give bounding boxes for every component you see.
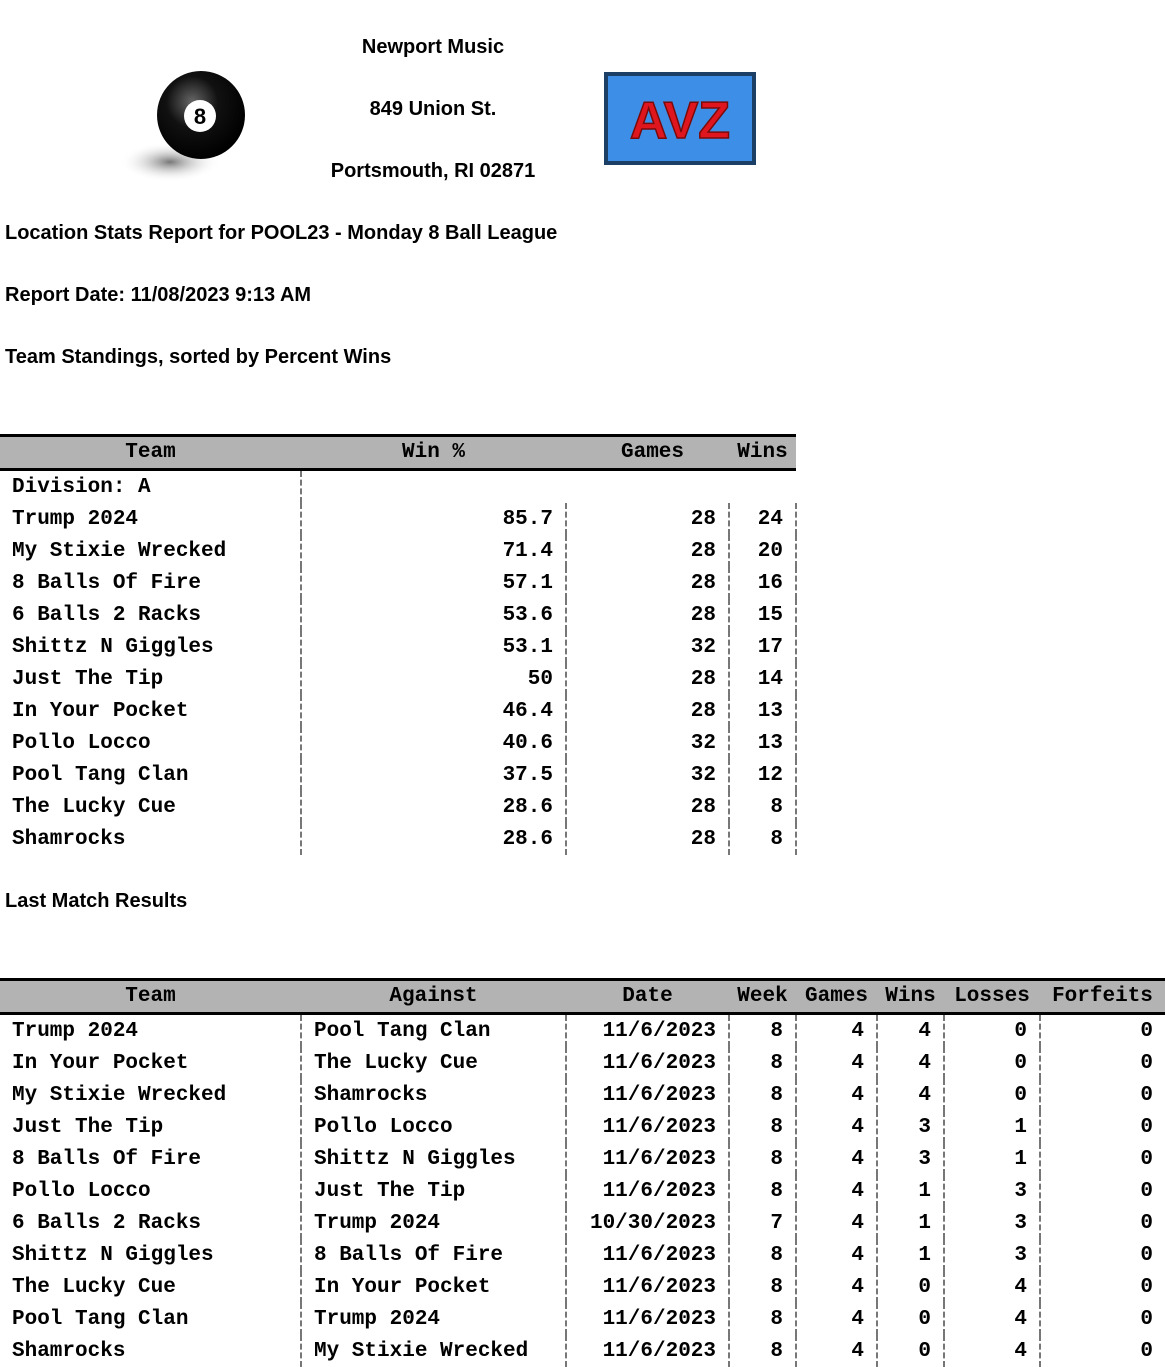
wins-value: 4 (877, 1079, 944, 1111)
wins-value: 1 (877, 1175, 944, 1207)
team-name: The Lucky Cue (0, 791, 301, 823)
team-name: In Your Pocket (0, 695, 301, 727)
team-name: 6 Balls 2 Racks (0, 1207, 301, 1239)
games-value: 4 (796, 1335, 877, 1367)
games-value: 28 (566, 823, 729, 855)
results-heading: Last Match Results (5, 890, 188, 912)
standings-row (0, 759, 796, 791)
team-name: Trump 2024 (0, 503, 301, 535)
games-value: 28 (566, 503, 729, 535)
team-name: The Lucky Cue (0, 1271, 301, 1303)
win-pct-value: 71.4 (301, 535, 566, 567)
games-value: 4 (796, 1207, 877, 1239)
standings-row (0, 695, 796, 727)
games-value: 4 (796, 1047, 877, 1079)
standings-body (0, 470, 796, 856)
wins-value: 8 (729, 823, 796, 855)
result-row (0, 1047, 1165, 1079)
week-value: 8 (729, 1014, 796, 1048)
forfeits-value: 0 (1140, 1147, 1153, 1171)
venue-name: Newport Music (361, 36, 505, 58)
losses-value: 3 (944, 1175, 1040, 1207)
standings-row (0, 599, 796, 631)
standings-row (0, 823, 796, 855)
standings-row (0, 535, 796, 567)
opponent-name: Shamrocks (301, 1079, 566, 1111)
losses-value: 0 (944, 1079, 1040, 1111)
standings-header-row (0, 436, 796, 470)
wins-value: 4 (877, 1047, 944, 1079)
week-value: 8 (729, 1271, 796, 1303)
losses-value: 0 (944, 1014, 1040, 1048)
col-header-date: Date (566, 980, 729, 1014)
venue-address: 849 Union St. (369, 98, 497, 120)
standings-row (0, 663, 796, 695)
standings-heading: Team Standings, sorted by Percent Wins (5, 346, 392, 368)
col-header-losses: Losses (944, 980, 1040, 1014)
week-value: 8 (729, 1111, 796, 1143)
result-row (0, 1303, 1165, 1335)
col-header-win-pct: Win % (301, 436, 566, 470)
wins-value: 0 (877, 1303, 944, 1335)
week-value: 7 (729, 1207, 796, 1239)
week-value: 8 (729, 1079, 796, 1111)
standings-row (0, 727, 796, 759)
wins-value: 3 (877, 1143, 944, 1175)
games-value: 28 (566, 599, 729, 631)
forfeits-value: 0 (1140, 1051, 1153, 1075)
games-value: 4 (796, 1303, 877, 1335)
games-value: 28 (566, 535, 729, 567)
division-label: Division: A (0, 470, 301, 504)
result-row (0, 1175, 1165, 1207)
match-date: 11/6/2023 (566, 1143, 729, 1175)
games-value: 4 (796, 1143, 877, 1175)
forfeits-value: 0 (1140, 1115, 1153, 1139)
week-value: 8 (729, 1335, 796, 1367)
week-value: 8 (729, 1175, 796, 1207)
team-name: Pollo Locco (0, 727, 301, 759)
standings-row (0, 503, 796, 535)
wins-value: 1 (877, 1239, 944, 1271)
forfeits-value: 0 (1140, 1339, 1153, 1363)
win-pct-value: 46.4 (301, 695, 566, 727)
win-pct-value: 28.6 (301, 823, 566, 855)
match-date: 11/6/2023 (566, 1111, 729, 1143)
games-value: 32 (566, 727, 729, 759)
opponent-name: Just The Tip (301, 1175, 566, 1207)
col-header-forfeits: Forfeits (1040, 980, 1165, 1014)
team-name: Pollo Locco (0, 1175, 301, 1207)
team-name: 8 Balls Of Fire (0, 567, 301, 599)
win-pct-value: 40.6 (301, 727, 566, 759)
games-value: 4 (796, 1079, 877, 1111)
col-header-games: Games (566, 436, 729, 470)
games-value: 28 (566, 791, 729, 823)
results-header-row (0, 980, 1165, 1014)
forfeits-value: 0 (1140, 1275, 1153, 1299)
win-pct-value: 53.1 (301, 631, 566, 663)
col-header-wins: Wins (877, 980, 944, 1014)
result-row (0, 1335, 1165, 1367)
wins-value: 16 (729, 567, 796, 599)
week-value: 8 (729, 1303, 796, 1335)
week-value: 8 (729, 1047, 796, 1079)
match-date: 11/6/2023 (566, 1047, 729, 1079)
col-header-week: Week (729, 980, 796, 1014)
win-pct-value: 53.6 (301, 599, 566, 631)
team-name: Just The Tip (0, 1111, 301, 1143)
match-date: 11/6/2023 (566, 1239, 729, 1271)
opponent-name: Pool Tang Clan (301, 1014, 566, 1048)
week-value: 8 (729, 1239, 796, 1271)
team-name: Just The Tip (0, 663, 301, 695)
team-name: My Stixie Wrecked (0, 1079, 301, 1111)
win-pct-value: 50 (301, 663, 566, 695)
eight-ball-number: 8 (193, 104, 207, 129)
result-row (0, 1207, 1165, 1239)
opponent-name: Shittz N Giggles (301, 1143, 566, 1175)
standings-table (0, 434, 797, 855)
avz-logo-text: AVZ (629, 92, 731, 150)
wins-value: 0 (877, 1335, 944, 1367)
col-header-team: Team (0, 980, 301, 1014)
games-value: 32 (566, 631, 729, 663)
result-row (0, 1111, 1165, 1143)
results-body (0, 1014, 1165, 1367)
win-pct-value: 37.5 (301, 759, 566, 791)
games-value: 4 (796, 1111, 877, 1143)
wins-value: 13 (729, 727, 796, 759)
team-name: Shamrocks (0, 1335, 301, 1367)
division-row (0, 470, 796, 504)
losses-value: 3 (944, 1239, 1040, 1271)
avz-logo (604, 72, 756, 165)
wins-value: 1 (877, 1207, 944, 1239)
col-header-wins: Wins (729, 436, 796, 470)
team-name: Pool Tang Clan (0, 759, 301, 791)
eight-ball-logo (118, 62, 248, 190)
report-date: Report Date: 11/08/2023 9:13 AM (5, 284, 312, 306)
forfeits-value: 0 (1140, 1243, 1153, 1267)
result-row (0, 1014, 1165, 1048)
forfeits-value: 0 (1140, 1179, 1153, 1203)
match-date: 11/6/2023 (566, 1014, 729, 1048)
games-value: 4 (796, 1239, 877, 1271)
match-date: 11/6/2023 (566, 1079, 729, 1111)
opponent-name: Trump 2024 (301, 1207, 566, 1239)
team-name: Shamrocks (0, 823, 301, 855)
win-pct-value: 57.1 (301, 567, 566, 599)
losses-value: 4 (944, 1303, 1040, 1335)
match-date: 11/6/2023 (566, 1335, 729, 1367)
wins-value: 14 (729, 663, 796, 695)
team-name: 8 Balls Of Fire (0, 1143, 301, 1175)
team-name: Pool Tang Clan (0, 1303, 301, 1335)
col-header-against: Against (301, 980, 566, 1014)
games-value: 28 (566, 695, 729, 727)
forfeits-value: 0 (1140, 1083, 1153, 1107)
games-value: 32 (566, 759, 729, 791)
result-row (0, 1239, 1165, 1271)
forfeits-value: 0 (1140, 1211, 1153, 1235)
losses-value: 4 (944, 1271, 1040, 1303)
standings-row (0, 567, 796, 599)
match-date: 11/6/2023 (566, 1271, 729, 1303)
wins-value: 20 (729, 535, 796, 567)
losses-value: 1 (944, 1111, 1040, 1143)
report-title: Location Stats Report for POOL23 - Monday 8 Ball League (5, 222, 558, 244)
results-table (0, 978, 1165, 1367)
forfeits-value: 0 (1140, 1307, 1153, 1331)
wins-value: 3 (877, 1111, 944, 1143)
team-name: Shittz N Giggles (0, 1239, 301, 1271)
losses-value: 3 (944, 1207, 1040, 1239)
losses-value: 1 (944, 1143, 1040, 1175)
wins-value: 15 (729, 599, 796, 631)
opponent-name: The Lucky Cue (301, 1047, 566, 1079)
match-date: 11/6/2023 (566, 1303, 729, 1335)
result-row (0, 1271, 1165, 1303)
losses-value: 4 (944, 1335, 1040, 1367)
standings-row (0, 791, 796, 823)
opponent-name: Pollo Locco (301, 1111, 566, 1143)
team-name: Trump 2024 (0, 1014, 301, 1048)
wins-value: 4 (877, 1014, 944, 1048)
wins-value: 12 (729, 759, 796, 791)
standings-row (0, 631, 796, 663)
win-pct-value: 85.7 (301, 503, 566, 535)
games-value: 28 (566, 567, 729, 599)
venue-city: Portsmouth, RI 02871 (330, 160, 536, 182)
opponent-name: 8 Balls Of Fire (301, 1239, 566, 1271)
col-header-team: Team (0, 436, 301, 470)
opponent-name: In Your Pocket (301, 1271, 566, 1303)
games-value: 4 (796, 1014, 877, 1048)
match-date: 10/30/2023 (566, 1207, 729, 1239)
win-pct-value: 28.6 (301, 791, 566, 823)
wins-value: 0 (877, 1271, 944, 1303)
result-row (0, 1079, 1165, 1111)
games-value: 4 (796, 1175, 877, 1207)
match-date: 11/6/2023 (566, 1175, 729, 1207)
team-name: Shittz N Giggles (0, 631, 301, 663)
games-value: 28 (566, 663, 729, 695)
wins-value: 13 (729, 695, 796, 727)
team-name: In Your Pocket (0, 1047, 301, 1079)
col-header-games: Games (796, 980, 877, 1014)
wins-value: 24 (729, 503, 796, 535)
wins-value: 8 (729, 791, 796, 823)
opponent-name: My Stixie Wrecked (301, 1335, 566, 1367)
team-name: My Stixie Wrecked (0, 535, 301, 567)
wins-value: 17 (729, 631, 796, 663)
opponent-name: Trump 2024 (301, 1303, 566, 1335)
week-value: 8 (729, 1143, 796, 1175)
forfeits-value: 0 (1140, 1019, 1153, 1043)
losses-value: 0 (944, 1047, 1040, 1079)
team-name: 6 Balls 2 Racks (0, 599, 301, 631)
games-value: 4 (796, 1271, 877, 1303)
result-row (0, 1143, 1165, 1175)
